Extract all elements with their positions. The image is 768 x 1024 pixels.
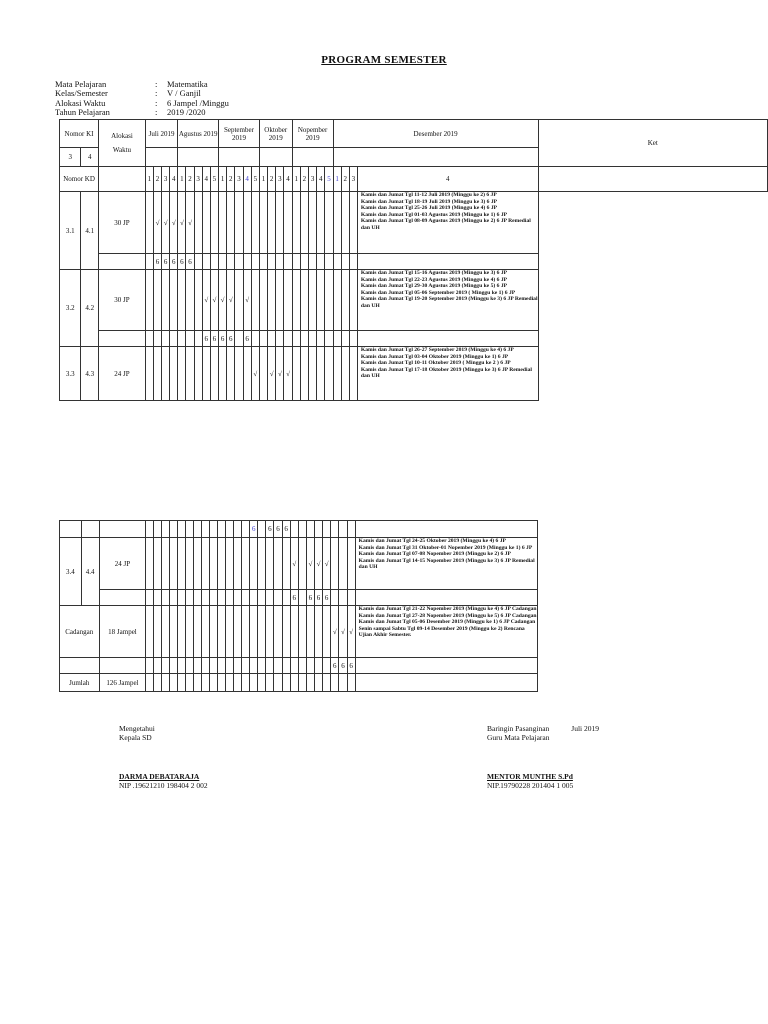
- week-mark: 6: [331, 658, 339, 674]
- header-month-desember: Desember 2019: [333, 120, 538, 148]
- kd4-cell: 4.2: [81, 270, 99, 347]
- week-mark: √: [268, 347, 276, 401]
- table-row: [60, 538, 768, 590]
- week-mark: 6: [250, 521, 258, 538]
- ket-line: Kamis dan Jumat Tgl 22-23 Agustus 2019 (Minggu ke 4) 6 JP: [360, 276, 508, 283]
- week-mark: √: [170, 192, 178, 254]
- week-mark: 6: [170, 254, 178, 270]
- table-row: [60, 347, 768, 401]
- ket-line: Kamis dan Jumat Tgl 11-12 Juli 2019 (Minggu ke 2) 6 JP: [360, 192, 497, 198]
- kd3-cell: 3.1: [60, 192, 81, 270]
- ket-line: Kamis dan Jumat Tgl 31 Oktober-01 Nopember 2019 (Minggu ke 1) 6 JP: [358, 544, 533, 551]
- week-mark: 6: [274, 521, 282, 538]
- kd4-cell: 4.3: [81, 347, 99, 401]
- week-mark: 6: [339, 658, 347, 674]
- header-ki4: 4: [81, 148, 99, 167]
- week-mark: 6: [282, 521, 290, 538]
- week-mark: √: [218, 270, 226, 331]
- alokasi-cell: 30 JP: [99, 192, 146, 254]
- week-mark: √: [347, 606, 355, 658]
- count-row: [60, 590, 768, 606]
- header-nomor-kd: Nomor KD: [60, 167, 99, 192]
- ket-line: Kamis dan Jumat Tgl 25-26 Juli 2019 (Minggu ke 4) 6 JP: [360, 205, 498, 212]
- ket-line: Kamis dan Jumat Tgl 01-03 Agustus 2019 (Minggu ke 1) 6 JP: [360, 211, 508, 218]
- week-mark: 6: [178, 254, 186, 270]
- count-row: [60, 521, 768, 538]
- schedule-table-part2: [59, 520, 768, 692]
- ket-line: Senin sampai Sabtu Tgl 09-14 Desember 2019 (Minggu ke 2) Rencana: [358, 625, 525, 632]
- ket-line: Kamis dan Jumat Tgl 08-09 Agustus 2019 (Minggu ke 2) 6 JP Remedial: [360, 218, 531, 225]
- week-mark: √: [251, 347, 259, 401]
- week-mark: √: [178, 192, 186, 254]
- header-ki3: 3: [60, 148, 81, 167]
- ket-cell: [355, 606, 537, 658]
- ket-cell: [355, 538, 537, 590]
- count-row: [60, 331, 768, 347]
- ket-line: Kamis dan Jumat Tgl 27-28 Nopember 2019 (Minggu ke 5) 6 JP Cadangan: [358, 612, 537, 619]
- ket-line: Kamis dan Jumat Tgl 26-27 September 2019 (Minggu ke 4) 6 JP: [360, 347, 514, 353]
- ket-line: Kamis dan Jumat Tgl 07-08 Nopember 2019 (Minggu ke 2) 6 JP: [358, 551, 511, 558]
- count-row: [60, 658, 768, 674]
- ket-line: dan UH: [360, 373, 380, 380]
- ket-line: dan UH: [360, 302, 380, 309]
- week-mark: √: [162, 192, 170, 254]
- ket-line: Kamis dan Jumat Tgl 03-04 Oktober 2019 (Minggu ke 1) 6 JP: [360, 353, 509, 360]
- ket-line: Kamis dan Jumat Tgl 18-19 Juli 2019 (Minggu ke 3) 6 JP: [360, 198, 498, 205]
- headmaster-name: DARMA DEBATARAJA: [119, 772, 200, 781]
- week-mark: 6: [202, 331, 210, 347]
- jumlah-label: Jumlah: [60, 674, 100, 692]
- week-mark: 6: [290, 590, 298, 606]
- count-row: [60, 254, 768, 270]
- header-month-oktober: Oktober 2019: [259, 120, 292, 148]
- week-mark: 6: [162, 254, 170, 270]
- week-mark: 6: [153, 254, 161, 270]
- meta-year: Tahun Pelajaran : 2019 /2020: [55, 107, 206, 118]
- week-mark: √: [153, 192, 161, 254]
- week-mark: 6: [266, 521, 274, 538]
- ket-line: dan UH: [360, 224, 380, 231]
- week-mark: √: [243, 270, 251, 331]
- ket-cell: [357, 270, 538, 331]
- ket-line: Kamis dan Jumat Tgl 19-20 September 2019 (Minggu ke 3) 6 JP Remedial: [360, 296, 538, 303]
- ket-line: Kamis dan Jumat Tgl 14-15 Nopember 2019 (Minggu ke 3) 6 JP Remedial: [358, 557, 535, 564]
- kd3-cell: 3.3: [60, 347, 81, 401]
- total-alokasi: 126 Jampel: [99, 674, 146, 692]
- week-mark: √: [227, 270, 235, 331]
- ket-line: Kamis dan Jumat Tgl 05-06 Desember 2019 (Minggu ke 1) 6 JP Cadangan: [358, 619, 536, 626]
- week-mark: √: [339, 606, 347, 658]
- week-mark: √: [186, 192, 194, 254]
- week-mark: 6: [306, 590, 314, 606]
- document-meta: [55, 80, 229, 118]
- meta-subject: Mata Pelajaran : Matematika: [55, 79, 208, 89]
- table-row: [60, 270, 768, 331]
- week-mark: √: [290, 538, 298, 590]
- meta-time: Alokasi Waktu : 6 Jampel /Minggu: [55, 97, 229, 108]
- teacher-name: MENTOR MUNTHE S.Pd: [487, 772, 573, 781]
- week-mark: 6: [243, 331, 251, 347]
- week-mark: √: [314, 538, 322, 590]
- signature-right: Baringin Pasanginan Juli 2019 Guru Mata Pelajaran MENTOR MUNTHE S.Pd NIP.19790228 201404 1 005: [487, 724, 600, 790]
- week-number-row: Nomor KD 1 2 3 4 1 2 3 4 5 1 2 3 4 5 1 2 3 4 1 2 3 4 5 1 2 3 4: [60, 167, 768, 192]
- table-row: [60, 606, 768, 658]
- total-row: [60, 674, 768, 692]
- kd4-cell: 4.4: [81, 538, 99, 606]
- header-month-juli: Juli 2019: [145, 120, 177, 148]
- week-mark: 6: [314, 590, 322, 606]
- ket-line: Ujian Akhir Semester.: [358, 632, 412, 639]
- week-mark: 6: [347, 658, 355, 674]
- week-mark: 6: [210, 331, 218, 347]
- header-month-september: September 2019: [218, 120, 259, 148]
- header-ket: Ket: [538, 120, 767, 167]
- ket-line: dan UH: [358, 564, 378, 571]
- signature-left: Mengetahui Kepala SD DARMA DEBATARAJA NIP .19621210 198404 2 002: [119, 724, 208, 790]
- alokasi-cell: 24 JP: [99, 538, 146, 590]
- ket-line: Kamis dan Jumat Tgl 05-06 September 2019 ( Minggu ke 1) 6 JP: [360, 289, 516, 296]
- kd3-cell: 3.4: [60, 538, 82, 606]
- week-mark: 6: [227, 331, 235, 347]
- table-row: [60, 192, 768, 254]
- teacher-nip: NIP.19790228 201404 1 005: [487, 781, 574, 790]
- kd3-cell: 3.2: [60, 270, 81, 347]
- week-mark: 6: [186, 254, 194, 270]
- header-month-agustus: Agustus 2019: [178, 120, 219, 148]
- week-mark: √: [202, 270, 210, 331]
- alokasi-cell: 24 JP: [99, 347, 146, 401]
- ket-line: Kamis dan Jumat Tgl 24-25 Oktober 2019 (Minggu ke 4) 6 JP: [358, 538, 506, 544]
- ket-cell: [357, 192, 538, 254]
- week-mark: √: [284, 347, 292, 401]
- cadangan-label: Cadangan: [60, 606, 100, 658]
- ket-line: Kamis dan Jumat Tgl 21-22 Nopember 2019 (Minggu ke 4) 6 JP Cadangan: [358, 606, 537, 612]
- ket-line: Kamis dan Jumat Tgl 15-16 Agustus 2019 (Minggu ke 3) 6 JP: [360, 270, 508, 276]
- week-mark: 6: [218, 331, 226, 347]
- headmaster-nip: NIP .19621210 198404 2 002: [119, 781, 208, 790]
- week-mark: √: [323, 538, 331, 590]
- week-mark: √: [210, 270, 218, 331]
- schedule-table-part1: [59, 119, 768, 401]
- week-mark: √: [306, 538, 314, 590]
- week-mark: 6: [323, 590, 331, 606]
- alokasi-cell: 30 JP: [99, 270, 146, 331]
- header-month-nopember: Nopember 2019: [292, 120, 333, 148]
- header-nomor-ki: Nomor KI: [60, 120, 99, 148]
- week-mark: √: [331, 606, 339, 658]
- alokasi-cell: 18 Jampel: [99, 606, 146, 658]
- ket-cell: [357, 347, 538, 401]
- ket-line: Kamis dan Jumat Tgl 29-30 Agustus 2019 (Minggu ke 5) 6 JP: [360, 283, 508, 290]
- ket-line: Kamis dan Jumat Tgl 17-18 Oktober 2019 (Minggu ke 3) 6 JP Remedial: [360, 366, 532, 373]
- kd4-cell: 4.1: [81, 192, 99, 270]
- page-title: PROGRAM SEMESTER: [321, 54, 447, 66]
- header-alokasi: Alokasi Waktu: [99, 120, 146, 167]
- meta-class: Kelas/Semester : V / Ganjil: [55, 88, 201, 99]
- ket-line: Kamis dan Jumat Tgl 10-11 Oktober 2019 ( Minggu ke 2 ) 6 JP: [360, 360, 511, 367]
- week-mark: √: [276, 347, 284, 401]
